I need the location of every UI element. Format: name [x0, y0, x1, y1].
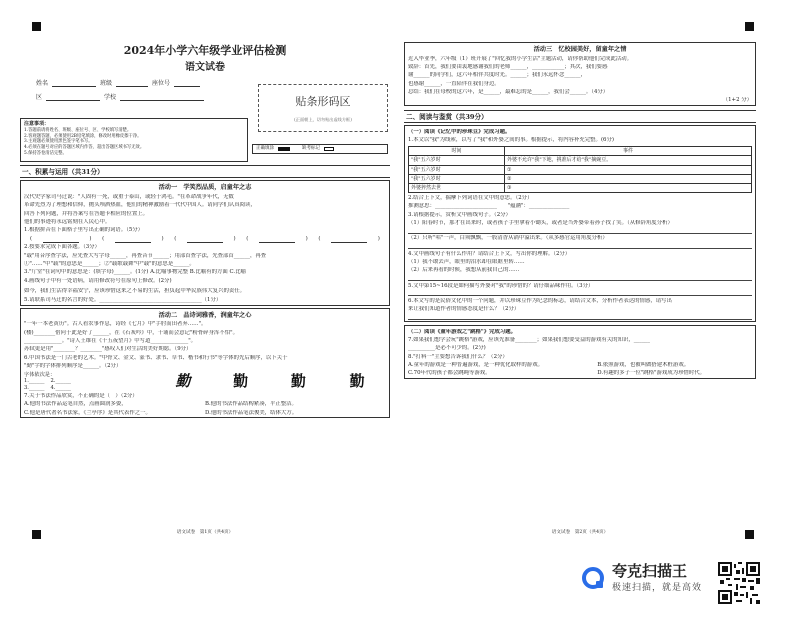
calligraphy-char-4: 勤: [349, 372, 365, 391]
quark-logo-icon: [582, 567, 604, 589]
notice-box: [20, 118, 248, 162]
exam-title: 2024年小学六年级学业评估检测: [123, 44, 287, 57]
r2-question-8: 8."打料一"主要想告诉我们什么？（2分）: [408, 353, 508, 360]
r1-question-6b: 来让我们知道作者的情感态度是什么？（2分）: [408, 306, 520, 313]
pinyin-answer-3[interactable]: [187, 236, 223, 243]
question-line: ①"……"中"载"的意思是______；②"载歌载舞"中"载"的意思是______。: [24, 260, 195, 267]
pinyin-answer-2[interactable]: [115, 236, 151, 243]
act3-line: 近入毕业季，六年级（1）班开展了"回忆我的小学生活"主题活动，请你帮助他们完成此活动。: [408, 55, 633, 62]
question-1: 1.根据拼音在下面格子里写出正确的词语。（5分）: [24, 227, 144, 234]
activity-3-box: [404, 42, 756, 106]
event-table: [408, 146, 752, 193]
option-b[interactable]: B.他的书法作品结构紧凑，平正整洁。: [205, 401, 297, 408]
fill-mark-legend: [252, 144, 388, 154]
reading-1-box: [404, 125, 756, 322]
activity-1-box: [20, 180, 390, 305]
answer-line[interactable]: [408, 290, 752, 296]
answer-line[interactable]: [408, 314, 752, 320]
question-6: 6.中国书法是一门古老的艺术。"甲骨文、金文、篆书、隶书、草书、楷书和行书"等字体的先后顺序，以下关于: [24, 354, 288, 361]
calligraphy-char-3: 勤: [290, 372, 307, 391]
calligraphy-samples: [154, 372, 386, 391]
option-a[interactable]: A.他的书法作品运笔自然，点画圆润多姿，: [24, 401, 127, 408]
class-label: 班级: [100, 80, 113, 88]
district-field[interactable]: [46, 94, 100, 101]
pinyin-answer-5[interactable]: [331, 236, 367, 243]
answer-line[interactable]: [408, 275, 752, 281]
option-d[interactable]: D.他的书法作品笔法俊美，结体大方。: [205, 409, 298, 416]
activity-1-heading: 活动一 学笑烈品质，启童年之志: [158, 184, 252, 192]
activity-2-box: [20, 308, 390, 419]
r1-question-5: 5.文中第15~16段是如何描写外婆对"我"的珍惜的？请仔细品味作用。（3分）: [408, 282, 594, 289]
table-row: "我"五六岁时 ①: [409, 165, 752, 174]
watermark-brand: 夸克扫描王: [612, 562, 688, 580]
corner-mark-tr: [745, 22, 754, 31]
question-line: "载"用音序查字法，应先查大写字母______，再查音节______；用部首查字法，先查部首______，再查: [24, 252, 267, 259]
font-order-labels: 字体依次是： 1.______ 2.______ 3.______ 4.______: [24, 371, 72, 391]
q8-options: [408, 361, 752, 378]
r2-question-7b: __________是必不可少的。(2分): [408, 345, 486, 352]
act3-line: 致辞：首先，我们要由衷地感谢我们的老师______，____________；其次，我们要感: [408, 64, 608, 71]
table-row: "我"五六岁时 ②: [409, 174, 752, 183]
answer-line[interactable]: [408, 228, 752, 234]
r1-question-2: 2.结合上下文，揣摩下列词语在文中的意思。（2分）: [408, 194, 533, 201]
pinyin-answer-4[interactable]: [259, 236, 295, 243]
empty-square-icon[interactable]: [324, 147, 334, 151]
exam-subtitle: 语文试卷: [185, 61, 225, 73]
notice-line: 3.主观题必须使用黑色签字笔书写。: [24, 139, 93, 145]
poem-line: ______________。"诗人王维在《十五夜望月》中写道______________"。: [24, 337, 197, 344]
name-label: 姓名: [36, 80, 49, 88]
r1-question-3: 3.请根据提示，赏析文中画线句子。（2分）: [408, 211, 511, 218]
act3-line: 总结：我们在母校的这六年，是______，最难忘的是______，我们会______。（4分）: [408, 89, 609, 96]
school-field[interactable]: [120, 94, 204, 101]
poem-line: 苏轼更是用"________？________"感叹人们对生活的美好期愿。（9分）: [24, 346, 192, 353]
barcode-hint: (正面朝上，切勿贴出虚线方框): [294, 116, 352, 122]
watermark-slogan: 极速扫描，就是高效: [612, 582, 703, 593]
question-2: 2.按要求完成下面各题。（3分）: [24, 244, 100, 251]
r2-question-7: 7.如果我们想学会玩"跳格"游戏，应该先准备________；如果我们想要受益的游戏有关的知识，______: [408, 337, 650, 344]
passage-line: 回答下列问题，并将答案写在答题卡相应的位置上。: [24, 210, 148, 217]
reading-1-heading: （一）阅读《记忆中的珍珠豆》完成习题。: [408, 129, 511, 136]
school-label: 学校: [104, 93, 117, 101]
question-line: 4.画线句子中有一处语病，请用修改符号在原句上修改。(2分): [24, 277, 172, 284]
r1-question-1: 1.本文以"我"为线索，以写了"我"和外婆之间的事。根据提示，将内容补充完整。(6分): [408, 137, 614, 144]
exam-page-2: [404, 40, 756, 536]
section-1-heading: 一、积累与运用（共31分）: [20, 165, 390, 178]
question-5: 5.请联系司马迁的名言的好处。______________________________________（1分）: [24, 296, 222, 303]
notice-line: 1.答题前请将姓名、班级、座位号、区、学校填写清楚。: [24, 127, 132, 133]
correct-fill-label: 正确填涂: [256, 146, 274, 152]
activity-3-heading: 活动三 忆校园美好，留童年之情: [533, 46, 627, 53]
section-2-heading: 二、阅读与鉴赏（共39分）: [404, 110, 756, 123]
district-label: 区: [36, 93, 43, 101]
q7-options: [24, 400, 386, 417]
r1-question-6: 6.本文写的是民俗文化中的一个问题，并以珍珠豆作为纪念的标志，请结合文本，分析作者表达的情感，请写出: [408, 298, 672, 305]
notice-line: 2.客观题答题，必须使用2B铅笔填涂，修改时用橡皮擦干净。: [24, 133, 142, 139]
page-1-footer: 语文试卷 第1页（共4页）: [176, 530, 234, 536]
qr-code-icon: [718, 562, 760, 604]
r1-question-3a: （1）阳春时节，那才在出来时，或者孩子手里拿着小锄头，或者是当外婆带着孙子找了笑。（从修辞角度分析）: [408, 220, 673, 227]
table-row: "我"五六岁时 外婆不允许"我"下地，挑准后才给"我"摘豌豆。: [409, 156, 752, 165]
q5-intro: 如今，我们生活得幸福安宁，应该珍惜这来之不易的生活，担负起中华民族伟大复兴的责任。: [24, 288, 246, 295]
r1-question-2b: 推测意思：_______________________ "蕴涵"：_______________: [408, 203, 570, 210]
activity-2-heading: 活动二 品诗词雅香，润童年之心: [158, 311, 252, 319]
notice-title: 注意事项：: [24, 121, 50, 127]
r1-question-3b: （2）只听"咕"一声，白须飘飘，一股清香从锅中溢出来。（从多感官运用角度分析）: [408, 235, 608, 242]
act3-line: 也感谢______，一直陪伴在我们身边。: [408, 80, 500, 87]
notice-line: 5.保持答卷清洁完整。: [24, 150, 67, 156]
reading-2-box: [404, 325, 756, 379]
pinyin-answer-1[interactable]: [43, 236, 79, 243]
r1-question-4: 4.文中画线句子有什么作用？请结合上下文，写出你的理解。（2分）: [408, 250, 571, 257]
corner-mark-tl: [32, 22, 41, 31]
section-1: [20, 165, 390, 418]
exam-page-1: [20, 40, 390, 536]
pinyin-slots: ( ) ( ) ( ) ( ) ( ): [30, 235, 380, 242]
notice-line: 4.必须在题号对应的答题区域内作答，超出答题区域书写无效。: [24, 145, 145, 151]
table-row: 外婆猝然去世 ③: [409, 184, 752, 193]
class-field[interactable]: [116, 80, 148, 87]
scanner-watermark: [582, 562, 702, 594]
question-6b: "勤"字的字体排列顺序是______。（2分）: [24, 362, 122, 369]
question-line: 3."厅堂"在词句中的意思是：(填字母)______。(1分) A.比喻事物完整 B.比喻有的方面 C.比喻: [24, 269, 246, 276]
option-c[interactable]: C.他是唐代著名书法家，《兰亭序》是其代表作之一。: [24, 409, 151, 416]
calligraphy-char-2: 勤: [233, 372, 249, 391]
filled-square-icon: [278, 147, 290, 151]
page-2-footer: 语文试卷 第2页（共4页）: [551, 530, 609, 536]
seat-label: 座位号: [152, 80, 171, 88]
r1-question-4a: （1）我不敢去声，眼里的泪水却在眼眶里转……: [408, 259, 525, 266]
option-a[interactable]: A.童年的游戏是一种普遍游戏，是一种优化取样的游戏。: [408, 362, 543, 369]
table-header: 时间: [409, 147, 505, 156]
passage-line: 革命先烈为了理想和信仰，抛头颅洒热血，他们的精神激励着一代代中国人。请同学们认真阅读，: [24, 202, 256, 209]
question-7: 7.关于书法作品欣赏，不正确的是（ ）（2分）: [24, 392, 138, 399]
table-header: 事件: [505, 147, 752, 156]
calligraphy-row: [24, 372, 386, 392]
answer-line[interactable]: [408, 243, 752, 249]
passage-line: 他们的事迹将永远铭刻在人民心中。: [24, 219, 111, 226]
act3-line: 谢______的同学们，这六年相伴共度时光。______；我们永远怀念______，: [408, 72, 586, 79]
barcode-area: [258, 84, 388, 132]
seat-field[interactable]: [174, 80, 200, 87]
option-c[interactable]: C.70年代的孩子都会跳绳等游戏。: [408, 370, 491, 377]
poem-line: (楼)________借问于此是好了______，在《石灰吟》中，千诵而会意记"粉骨碎身浑不怕"。: [24, 329, 239, 336]
name-field[interactable]: [52, 80, 96, 87]
absent-mark-label: 缺考标记: [302, 146, 320, 152]
option-b[interactable]: B.依照游戏，也被叫做搭建木桩游戏。: [597, 362, 690, 369]
option-d[interactable]: D.有趣的多子一位"跳格"游戏成为珍惜时代。: [597, 370, 706, 377]
barcode-label: 贴条形码区: [295, 95, 351, 108]
reading-2-heading: （二）阅读《童年游戏之"跳格"》完成习题。: [408, 328, 517, 335]
poem-line: "一年一本老黄历"。古人看农事作息，诗经《七月》中"手肘而田者弃……"。: [24, 321, 207, 328]
calligraphy-char-1: 勤: [175, 372, 191, 391]
r1-question-4b: （2）后来再看的时候，我想从前我自己的……: [408, 267, 520, 274]
act3-score: （1+2 分）: [722, 97, 752, 104]
passage-line: 汉代史学家司马迁说："人固有一死，或重于泰山，或轻于鸿毛。"在革命战争年代，无数: [24, 193, 234, 200]
